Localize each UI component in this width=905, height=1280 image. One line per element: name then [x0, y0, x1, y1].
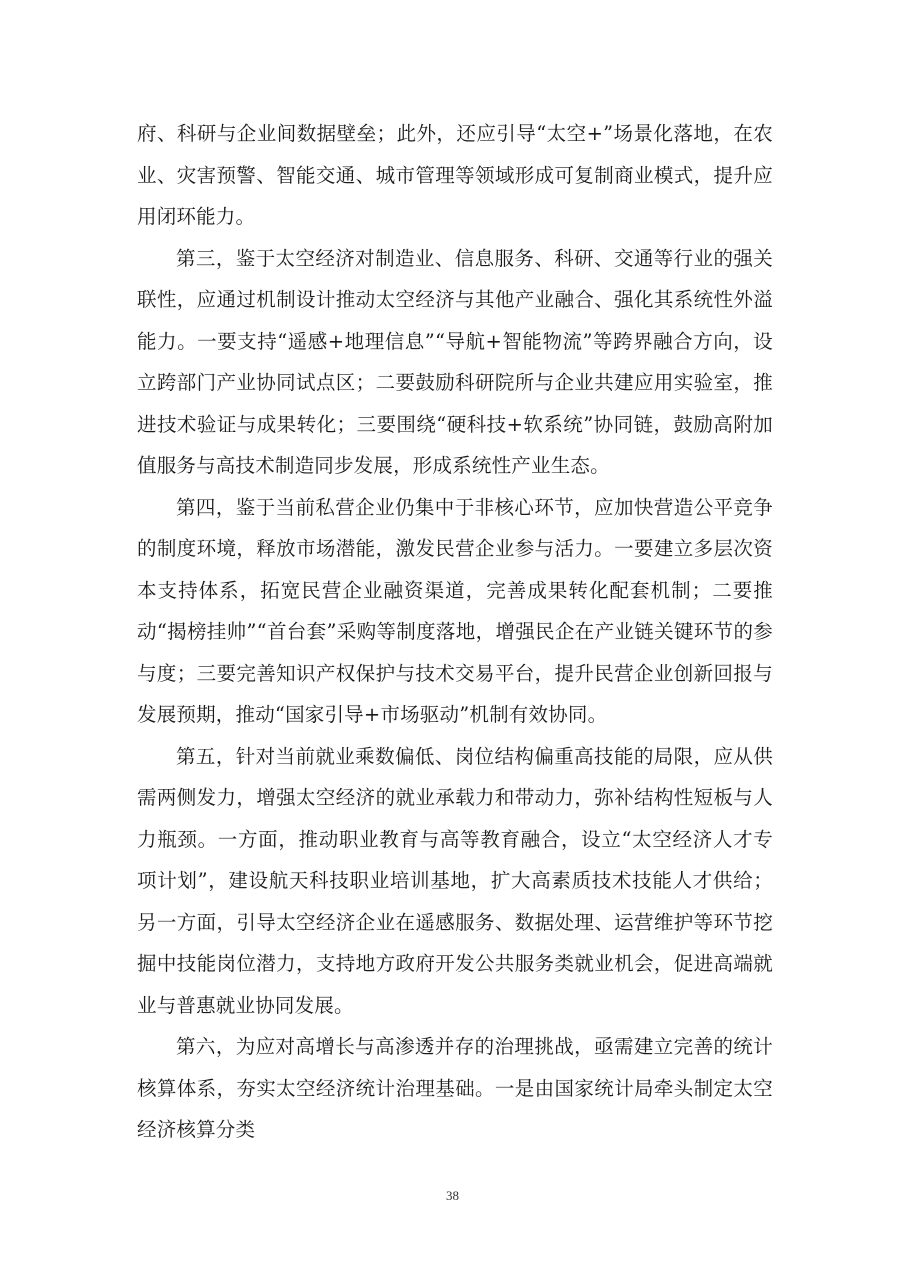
paragraph-1: 府、科研与企业间数据壁垒；此外，还应引导“太空+”场景化落地，在农业、灾害预警、智能交通、城市管理等领域形成可复制商业模式，提升应用闭环能力。: [137, 122, 773, 228]
paragraph-5: 第六，为应对高增长与高渗透并存的治理挑战，亟需建立完善的统计核算体系，夯实太空经济统计治理基础。一是由国家统计局牵头制定太空经济核算分类: [137, 1035, 773, 1141]
page-number: 38: [446, 1188, 459, 1203]
paragraph-2: 第三，鉴于太空经济对制造业、信息服务、科研、交通等行业的强关联性，应通过机制设计推动太空经济与其他产业融合、强化其系统性外溢能力。一要支持“遥感+地理信息”“导航+智能物流”等跨界融合方向，设立跨部门产业协同试点区；二要鼓励科研院所与企业共建应用实验室，推进技术验证与成果转化；三要围绕“硬科技+软系统”协同链，鼓励高附加值服务与高技术制造同步发展，形成系统性产业生态。: [137, 246, 773, 477]
paragraph-3: 第四，鉴于当前私营企业仍集中于非核心环节，应加快营造公平竞争的制度环境，释放市场潜能，激发民营企业参与活力。一要建立多层次资本支持体系，拓宽民营企业融资渠道，完善成果转化配套机制；二要推动“揭榜挂帅”“首台套”采购等制度落地，增强民企在产业链关键环节的参与度；三要完善知识产权保护与技术交易平台，提升民营企业创新回报与发展预期，推动“国家引导+市场驱动”机制有效协同。: [137, 495, 773, 726]
paragraph-4: 第五，针对当前就业乘数偏低、岗位结构偏重高技能的局限，应从供需两侧发力，增强太空经济的就业承载力和带动力，弥补结构性短板与人力瓶颈。一方面，推动职业教育与高等教育融合，设立“太空经济人才专项计划”，建设航天科技职业培训基地，扩大高素质技术技能人才供给；另一方面，引导太空经济企业在遥感服务、数据处理、运营维护等环节挖掘中技能岗位潜力，支持地方政府开发公共服务类就业机会，促进高端就业与普惠就业协同发展。: [137, 744, 773, 1017]
document-body: [137, 113, 773, 1151]
